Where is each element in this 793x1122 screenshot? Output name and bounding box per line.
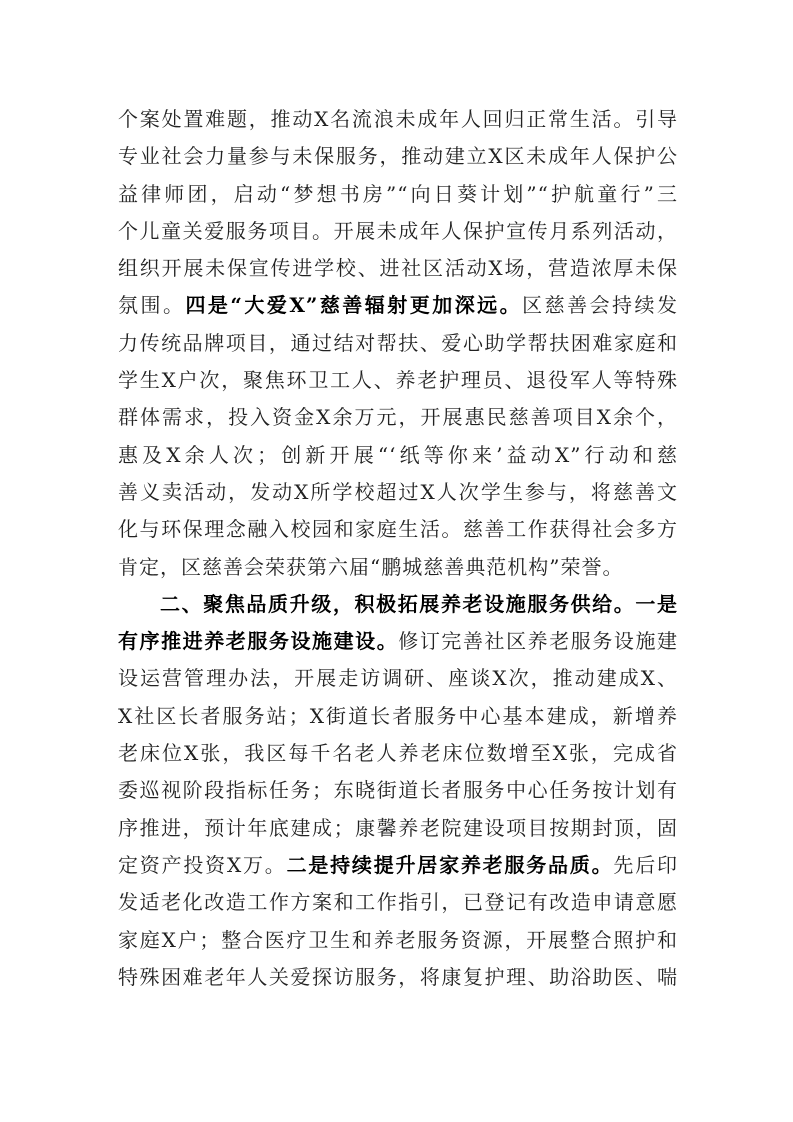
text-line: [118, 660, 678, 697]
body-text-segment: 区慈善会持续发: [522, 293, 679, 318]
text-line: [118, 549, 678, 586]
body-text: [118, 101, 678, 996]
text-line: [118, 735, 678, 772]
text-line: [118, 586, 678, 623]
body-text-segment: 定资产投资X万。: [118, 852, 287, 877]
bold-heading-text: 二是持续提升居家养老服务品质。: [286, 852, 614, 877]
body-text-segment: 化与环保理念融入校园和家庭生活。慈善工作获得社会多方: [118, 517, 678, 542]
body-text-segment: 特殊困难老年人关爱探访服务，将康复护理、助浴助医、喘: [118, 964, 678, 989]
body-text-segment: 老床位X张，我区每千名老人养老床位数增至X张，完成省: [118, 741, 678, 766]
text-line: [118, 847, 678, 884]
body-text-segment: 群体需求，投入资金X余万元，开展惠民慈善项目X余个，: [118, 405, 678, 430]
text-line: [118, 698, 678, 735]
text-line: [118, 623, 678, 660]
body-text-segment: 序推进，预计年底建成；康馨养老院建设项目按期封顶，固: [118, 815, 678, 840]
text-line: [118, 176, 678, 213]
text-line: [118, 101, 678, 138]
text-line: [118, 250, 678, 287]
body-text-segment: 氛围。: [118, 293, 186, 318]
body-text-segment: 组织开展未保宣传进学校、进社区活动X场，营造浓厚未保: [118, 256, 678, 281]
body-text-segment: 肯定，区慈善会荣获第六届“鹏城慈善典范机构”荣誉。: [118, 554, 624, 579]
body-text-segment: 委巡视阶段指标任务；东晓街道长者服务中心任务按计划有: [118, 778, 678, 803]
text-line: [118, 213, 678, 250]
body-text-segment: 善义卖活动，发动X所学校超过X人次学生参与，将慈善文: [118, 479, 678, 504]
text-line: [118, 884, 678, 921]
text-line: [118, 325, 678, 362]
text-line: [118, 922, 678, 959]
text-line: [118, 810, 678, 847]
body-text-segment: 发适老化改造工作方案和工作指引，已登记有改造申请意愿: [118, 890, 678, 915]
body-text-segment: 个儿童关爱服务项目。开展未成年人保护宣传月系列活动，: [118, 218, 678, 243]
text-line: [118, 287, 678, 324]
text-line: [118, 959, 678, 996]
body-text-segment: 专业社会力量参与未保服务，推动建立X区未成年人保护公: [118, 144, 678, 169]
text-line: [118, 437, 678, 474]
bold-heading-text: 有序推进养老服务设施建设。: [118, 629, 399, 654]
body-text-segment: 益律师团，启动“梦想书房”“向日葵计划”“护航童行”三: [118, 181, 678, 206]
bold-heading-text: 二、聚焦品质升级，积极拓展养老设施服务供给。一是: [160, 591, 678, 616]
body-text-segment: 惠及X余人次；创新开展“‘纸等你来’益动X”行动和慈: [118, 442, 678, 467]
text-line: [118, 362, 678, 399]
text-line: [118, 772, 678, 809]
body-text-segment: X社区长者服务站；X街道长者服务中心基本建成，新增养: [118, 703, 678, 728]
body-text-segment: 设运营管理办法，开展走访调研、座谈X次，推动建成X、: [118, 666, 678, 691]
text-line: [118, 511, 678, 548]
body-text-segment: 学生X户次，聚焦环卫工人、养老护理员、退役军人等特殊: [118, 368, 678, 393]
bold-heading-text: 四是“大爱X”慈善辐射更加深远。: [185, 293, 523, 318]
text-line: [118, 138, 678, 175]
body-text-segment: 个案处置难题，推动X名流浪未成年人回归正常生活。引导: [118, 107, 678, 131]
body-text-segment: 修订完善社区养老服务设施建: [398, 629, 679, 654]
text-line: [118, 399, 678, 436]
body-text-segment: 先后印: [613, 852, 679, 877]
body-text-segment: 家庭X户；整合医疗卫生和养老服务资源，开展整合照护和: [118, 927, 678, 952]
text-line: [118, 474, 678, 511]
body-text-segment: 力传统品牌项目，通过结对帮扶、爱心助学帮扶困难家庭和: [118, 330, 678, 355]
